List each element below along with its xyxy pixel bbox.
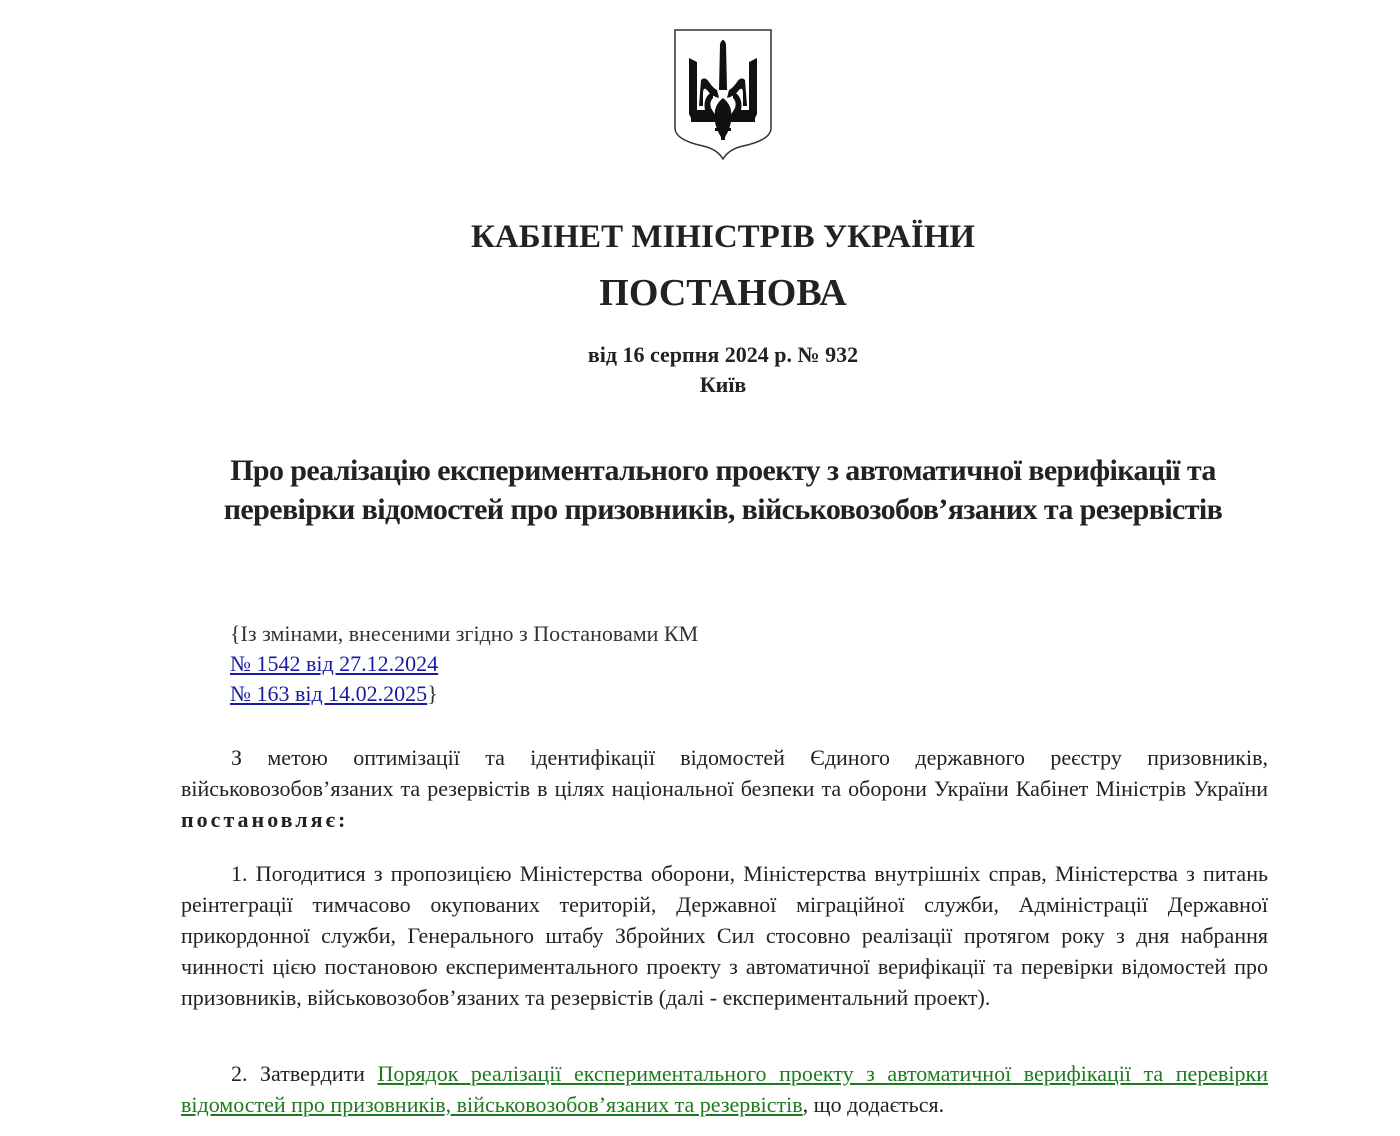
amendment-link-163[interactable]: № 163 від 14.02.2025 (230, 681, 428, 706)
amendments-prefix: {Із змінами, внесеними згідно з Постановами КМ (230, 621, 699, 646)
clause-2-prefix: 2. Затвердити (231, 1061, 378, 1086)
document-date-number: від 16 серпня 2024 р. № 932 (587, 342, 859, 367)
clause-1: 1. Погодитися з пропозицією Міністерства оборони, Міністерства внутрішніх справ, Міністерства з питань реінтеграції тимчасово окупованих територій, Державної міграційної служби, Адміністрації Державної прикордонної служби, Генерального штабу Збройних Сил стосовно реалізації протягом року з дня набрання чинності цією постановою експериментального проекту з автоматичної верифікації та перевірки відомостей про призовників, військовозобов’язаних та резервістів (далі - експериментальний проект). (181, 861, 1268, 1010)
preamble-text: З метою оптимізації та ідентифікації відомостей Єдиного державного реєстру призовників, військовозобов’язаних та резервістів в цілях національної безпеки та оборони України Кабінет Міністрів України (181, 745, 1268, 801)
amendments-note (230, 619, 698, 709)
amendment-link-1542[interactable]: № 1542 від 27.12.2024 (230, 651, 439, 676)
document-title: Про реалізацію експериментального проекту з автоматичної верифікації та перевірки відомостей про призовників, військовозобов’язаних та резервістів (223, 454, 1223, 526)
organization-title: КАБІНЕТ МІНІСТРІВ УКРАЇНИ (470, 219, 976, 255)
document-type: ПОСТАНОВА (599, 272, 847, 314)
document-city: Київ (699, 372, 747, 397)
clause-2 (181, 1058, 1268, 1120)
clause-2-suffix: , що додається. (802, 1092, 945, 1117)
resolves-keyword: постановляє: (181, 807, 349, 832)
amendments-suffix: } (427, 681, 438, 706)
ukraine-coat-of-arms-icon (673, 28, 773, 160)
preamble-paragraph (181, 742, 1268, 835)
procedure-document-link[interactable]: Порядок реалізації експериментального проекту з автоматичної верифікації та перевірки відомостей про призовників, військовозобов’язаних та резервістів (181, 1061, 1268, 1117)
